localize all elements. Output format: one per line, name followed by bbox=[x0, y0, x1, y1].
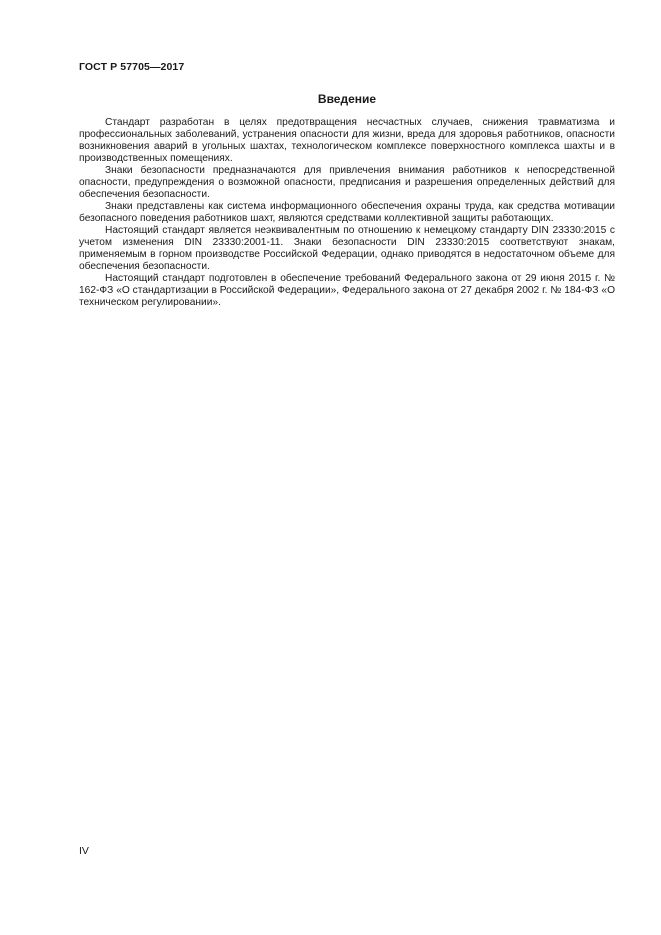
paragraph: Стандарт разработан в целях предотвращения несчастных случаев, снижения травматизма и профессиональных заболеваний, устранения опасности для жизни, вреда для здоровья работников, опасности возникновения аварий в угольных шахтах, технологическом комплексе поверхностного комплекса шахты и в производственных помещениях. bbox=[79, 117, 615, 164]
paragraph: Настоящий стандарт подготовлен в обеспечение требований Федерального закона от 29 июня 2015 г. № 162-ФЗ «О стандартизации в Российской Федерации», Федерального закона от 27 декабря 2002 г. № 184-ФЗ «О техническом регулировании». bbox=[79, 273, 615, 308]
paragraph: Настоящий стандарт является неэквивалентным по отношению к немецкому стандарту DIN 23330:2015 с учетом изменения DIN 23330:2001-11. Знаки безопасности DIN 23330:2015 соответствуют знакам, применяемым в горном производстве Российской Федерации, однако приводятся в недостаточном объеме для обеспечения безопасности. bbox=[79, 225, 615, 272]
paragraph: Знаки безопасности предназначаются для привлечения внимания работников к непосредственной опасности, предупреждения о возможной опасности, предписания и разрешения определенных действий для обеспечения безопасности. bbox=[79, 165, 615, 200]
page-number: IV bbox=[79, 845, 89, 857]
section-title: Введение bbox=[317, 92, 377, 106]
document-code: ГОСТ Р 57705—2017 bbox=[79, 61, 185, 73]
introduction-body bbox=[79, 117, 615, 309]
paragraph: Знаки представлены как система информационного обеспечения охраны труда, как средства мотивации безопасного поведения работников шахт, являются средствами коллективной защиты работающих. bbox=[79, 201, 615, 224]
